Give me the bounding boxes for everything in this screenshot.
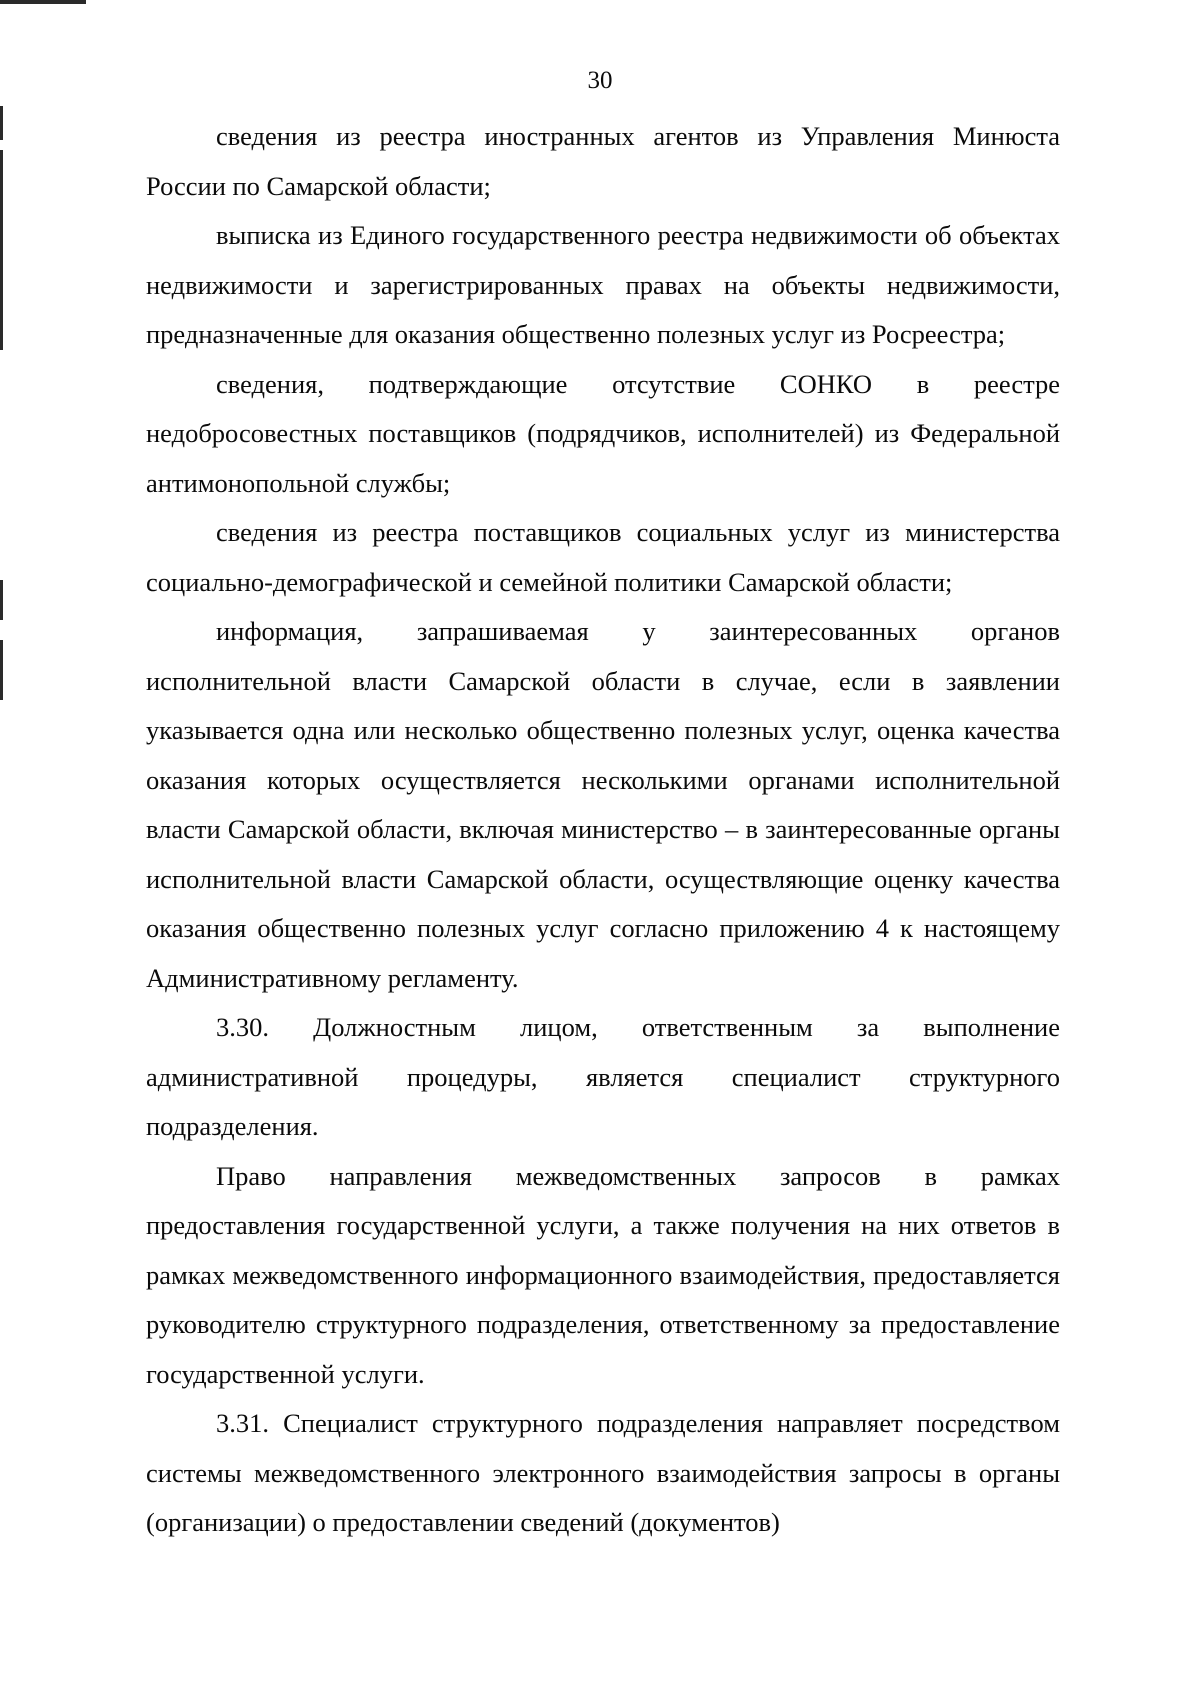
paragraph-foreign-agents-registry: сведения из реестра иностранных агентов из Управления Минюста России по Самарской области;: [146, 121, 1060, 201]
scan-edge-mark-left: [0, 106, 3, 140]
scan-edge-mark-left: [0, 580, 3, 620]
paragraph-right-to-request: Право направления межведомственных запросов в рамках предоставления государственной услуги, а также получения на них ответов в рамках межведомственного информационного взаимодействия, предоставляется руководителю структурного подразделения, ответственному за предоставление государственной услуги.: [146, 1160, 1060, 1389]
paragraph-social-services-registry: сведения из реестра поставщиков социальных услуг из министерства социально-демографической и семейной политики Самарской области;: [146, 517, 1060, 597]
scan-edge-mark-left: [0, 640, 3, 700]
scan-edge-mark-top: [0, 0, 86, 4]
paragraph-section-3-30: 3.30. Должностным лицом, ответственным за выполнение административной процедуры, является специалист структурного подразделения.: [146, 1012, 1060, 1141]
page-number: 30: [587, 67, 613, 94]
document-body: [146, 112, 1060, 1548]
scan-edge-mark-left: [0, 150, 3, 350]
paragraph-requested-information: информация, запрашиваемая у заинтересованных органов исполнительной власти Самарской области в случае, если в заявлении указывается одна или несколько общественно полезных услуг, оценка качества оказания которых осуществляется несколькими органами исполнительной власти Самарской области, включая министерство – в заинтересованные органы исполнительной власти Самарской области, осуществляющие оценку качества оказания общественно полезных услуг согласно приложению 4 к настоящему Административному регламенту.: [146, 616, 1060, 993]
paragraph-real-estate-extract: выписка из Единого государственного реестра недвижимости об объектах недвижимости и зарегистрированных правах на объекты недвижимости, предназначенные для оказания общественно полезных услуг из Росреестра;: [146, 220, 1060, 349]
paragraph-unfair-suppliers-registry: сведения, подтверждающие отсутствие СОНКО в реестре недобросовестных поставщиков (подрядчиков, исполнителей) из Федеральной антимонопольной службы;: [146, 368, 1060, 498]
paragraph-section-3-31: 3.31. Специалист структурного подразделения направляет посредством системы межведомственного электронного взаимодействия запросы в органы (организации) о предоставлении сведений (документов): [146, 1408, 1060, 1537]
